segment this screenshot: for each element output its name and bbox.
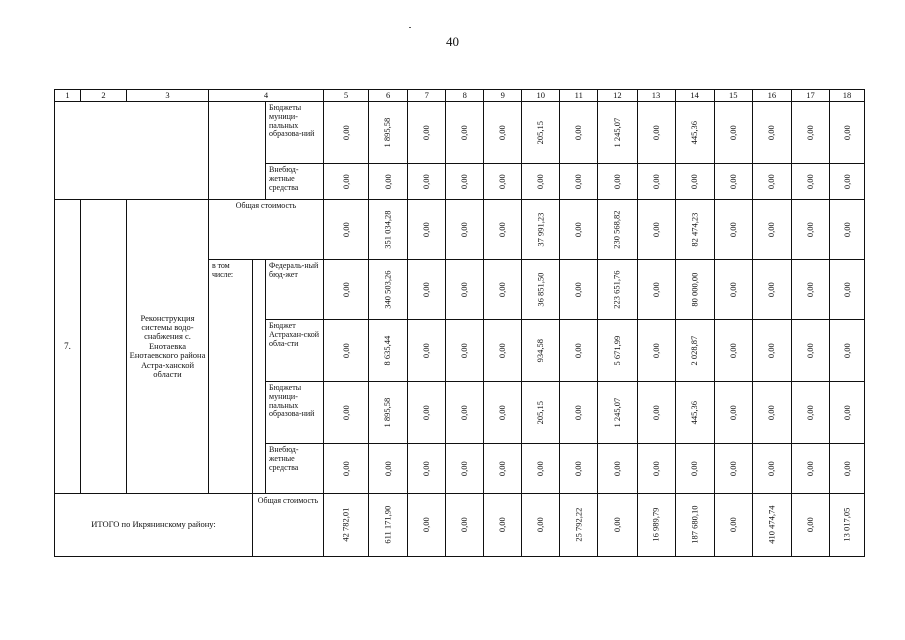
value-cell	[675, 444, 714, 494]
value-text: 0,00	[650, 173, 661, 189]
value-text: 0,00	[421, 342, 432, 358]
value-text: 0,00	[804, 173, 815, 189]
budget-table	[54, 89, 865, 557]
value-text: 0,00	[340, 404, 351, 420]
value-text: 13 017,05	[841, 507, 852, 542]
value-text: 0,00	[727, 281, 738, 297]
value-text: 410 474,74	[766, 505, 777, 544]
col-header: 16	[752, 90, 791, 102]
value-cell	[484, 320, 522, 382]
value-text: 0,00	[459, 517, 470, 533]
value-text: 0,00	[340, 173, 351, 189]
header-row	[55, 90, 865, 102]
value-cell	[714, 200, 752, 260]
value-cell	[446, 444, 484, 494]
value-cell	[560, 382, 598, 444]
value-cell	[830, 320, 865, 382]
value-cell	[598, 260, 637, 320]
value-cell	[637, 200, 675, 260]
value-text: 0,00	[804, 460, 815, 476]
continued-blank-cell	[55, 102, 209, 200]
value-cell	[324, 382, 369, 444]
value-cell	[408, 102, 446, 164]
value-text: 0,00	[459, 173, 470, 189]
value-text: 82 474,23	[688, 212, 699, 247]
value-text: 0,00	[841, 404, 852, 420]
value-cell	[675, 382, 714, 444]
value-cell	[598, 164, 637, 200]
value-cell	[752, 164, 791, 200]
value-text: 1 245,07	[611, 117, 622, 148]
funding-source-label: Бюджет Астрахан-ской обла-сти	[266, 320, 324, 382]
value-text: 0,00	[459, 404, 470, 420]
value-cell	[324, 102, 369, 164]
value-text: 36 851,50	[535, 272, 546, 307]
value-cell	[792, 320, 830, 382]
value-text: 1 895,58	[382, 397, 393, 428]
value-cell	[675, 494, 714, 557]
value-text: 0,00	[650, 124, 661, 140]
col-header: 15	[714, 90, 752, 102]
value-cell	[369, 494, 408, 557]
value-text: 0,00	[727, 173, 738, 189]
value-cell	[560, 200, 598, 260]
value-cell	[792, 444, 830, 494]
value-text: 0,00	[573, 221, 584, 237]
value-text: 0,00	[841, 221, 852, 237]
value-text: 0,00	[421, 173, 432, 189]
value-cell	[560, 164, 598, 200]
spacer-cell	[253, 260, 266, 320]
value-cell	[792, 200, 830, 260]
value-text: 934,58	[535, 338, 546, 362]
value-text: 0,00	[340, 124, 351, 140]
value-cell	[408, 164, 446, 200]
value-text: 0,00	[459, 460, 470, 476]
value-cell	[598, 200, 637, 260]
value-cell	[675, 260, 714, 320]
value-cell	[446, 200, 484, 260]
value-cell	[714, 260, 752, 320]
value-cell	[598, 320, 637, 382]
value-text: 0,00	[497, 173, 508, 189]
col-header: 5	[324, 90, 369, 102]
value-text: 0,00	[841, 342, 852, 358]
value-text: 0,00	[421, 404, 432, 420]
value-text: 0,00	[340, 460, 351, 476]
value-text: 8 635,44	[382, 335, 393, 366]
value-cell	[446, 102, 484, 164]
value-text: 0,00	[421, 281, 432, 297]
value-cell	[522, 102, 560, 164]
value-cell	[830, 494, 865, 557]
value-text: 0,00	[573, 342, 584, 358]
value-text: 0,00	[804, 342, 815, 358]
value-cell	[522, 444, 560, 494]
value-text: 0,00	[459, 221, 470, 237]
value-cell	[408, 260, 446, 320]
value-text: 80 000,00	[688, 272, 699, 307]
value-cell	[637, 444, 675, 494]
value-text: 0,00	[804, 517, 815, 533]
value-cell	[369, 382, 408, 444]
value-cell	[408, 320, 446, 382]
value-cell	[560, 444, 598, 494]
value-cell	[324, 260, 369, 320]
value-text: 0,00	[727, 404, 738, 420]
col-header: 13	[637, 90, 675, 102]
value-cell	[792, 382, 830, 444]
funding-source-label: Внебюд-жетные средства	[266, 164, 324, 200]
col-header: 2	[81, 90, 127, 102]
project-name: Реконструкция системы водо-снабжения с. Енотаевка Енотаевского района Астра-ханской области	[127, 200, 209, 494]
value-cell	[560, 260, 598, 320]
value-text: 0,00	[727, 517, 738, 533]
value-cell	[637, 320, 675, 382]
value-text: 0,00	[497, 221, 508, 237]
value-cell	[369, 200, 408, 260]
value-text: 0,00	[650, 342, 661, 358]
value-text: 2 028,87	[688, 335, 699, 366]
value-cell	[792, 164, 830, 200]
value-text: 0,00	[841, 460, 852, 476]
value-text: 445,36	[688, 400, 699, 424]
col-header: 1	[55, 90, 81, 102]
value-cell	[408, 200, 446, 260]
spacer-cell	[253, 320, 266, 494]
funding-source-label: Бюджеты муници-пальных образова-ний	[266, 382, 324, 444]
value-text: 0,00	[650, 460, 661, 476]
value-text: 0,00	[340, 281, 351, 297]
value-cell	[369, 320, 408, 382]
value-text: 42 782,01	[340, 507, 351, 542]
value-cell	[675, 200, 714, 260]
in-that-number-label: в том числе:	[209, 260, 253, 320]
value-text: 0,00	[497, 460, 508, 476]
value-text: 0,00	[727, 221, 738, 237]
value-text: 1 245,07	[611, 397, 622, 428]
value-cell	[446, 382, 484, 444]
col-header: 7	[408, 90, 446, 102]
value-text: 0,00	[573, 460, 584, 476]
value-text: 0,00	[573, 124, 584, 140]
value-cell	[830, 200, 865, 260]
value-cell	[324, 444, 369, 494]
value-cell	[792, 494, 830, 557]
value-text: 0,00	[804, 221, 815, 237]
value-text: 0,00	[611, 517, 622, 533]
value-text: 0,00	[535, 173, 546, 189]
value-cell	[446, 260, 484, 320]
value-text: 0,00	[382, 460, 393, 476]
value-cell	[598, 102, 637, 164]
value-text: 0,00	[340, 342, 351, 358]
col-header: 10	[522, 90, 560, 102]
value-cell	[446, 320, 484, 382]
value-text: 0,00	[611, 460, 622, 476]
value-cell	[369, 164, 408, 200]
value-cell	[830, 102, 865, 164]
value-text: 0,00	[573, 281, 584, 297]
value-cell	[446, 494, 484, 557]
value-text: 0,00	[841, 173, 852, 189]
funding-source-label: Бюджеты муници-пальных образова-ний	[266, 102, 324, 164]
value-cell	[598, 494, 637, 557]
value-cell	[830, 382, 865, 444]
value-text: 0,00	[650, 281, 661, 297]
value-text: 0,00	[766, 404, 777, 420]
value-cell	[324, 320, 369, 382]
value-cell	[637, 494, 675, 557]
value-text: 0,00	[497, 404, 508, 420]
scan-mark	[409, 27, 411, 28]
table-row	[55, 200, 865, 260]
col-header: 12	[598, 90, 637, 102]
value-cell	[560, 494, 598, 557]
value-text: 0,00	[535, 460, 546, 476]
col-header: 9	[484, 90, 522, 102]
value-text: 611 171,90	[382, 505, 393, 544]
col-header: 17	[792, 90, 830, 102]
value-text: 0,00	[535, 517, 546, 533]
value-cell	[484, 200, 522, 260]
value-cell	[560, 320, 598, 382]
value-text: 340 503,26	[382, 270, 393, 309]
value-cell	[675, 320, 714, 382]
value-cell	[752, 382, 791, 444]
value-cell	[714, 382, 752, 444]
total-row	[55, 494, 865, 557]
value-text: 0,00	[382, 173, 393, 189]
value-text: 0,00	[497, 342, 508, 358]
value-cell	[675, 164, 714, 200]
value-cell	[484, 260, 522, 320]
value-text: 0,00	[688, 173, 699, 189]
value-cell	[752, 494, 791, 557]
value-text: 187 680,10	[688, 505, 699, 544]
row-number: 7.	[55, 200, 81, 494]
spacer-cell	[209, 320, 253, 494]
col-header: 3	[127, 90, 209, 102]
value-text: 16 989,79	[650, 507, 661, 542]
value-cell	[637, 102, 675, 164]
col-header: 8	[446, 90, 484, 102]
value-cell	[830, 444, 865, 494]
value-cell	[637, 382, 675, 444]
value-text: 0,00	[841, 281, 852, 297]
value-text: 0,00	[766, 221, 777, 237]
value-cell	[752, 200, 791, 260]
value-cell	[522, 164, 560, 200]
value-text: 25 792,22	[573, 507, 584, 542]
value-text: 445,36	[688, 120, 699, 144]
value-cell	[598, 382, 637, 444]
value-text: 0,00	[804, 404, 815, 420]
value-cell	[408, 444, 446, 494]
col-header: 18	[830, 90, 865, 102]
value-cell	[830, 260, 865, 320]
value-text: 0,00	[688, 460, 699, 476]
page-number: 40	[446, 34, 459, 49]
table-row	[55, 102, 865, 164]
value-text: 0,00	[766, 342, 777, 358]
value-cell	[446, 164, 484, 200]
value-text: 1 895,58	[382, 117, 393, 148]
value-cell	[560, 102, 598, 164]
value-cell	[324, 200, 369, 260]
value-cell	[714, 164, 752, 200]
value-cell	[522, 200, 560, 260]
value-text: 0,00	[766, 460, 777, 476]
value-cell	[522, 320, 560, 382]
value-text: 0,00	[766, 173, 777, 189]
value-cell	[752, 102, 791, 164]
value-cell	[714, 444, 752, 494]
value-text: 205,15	[535, 120, 546, 144]
total-label: ИТОГО по Икрянинскому району:	[55, 494, 253, 557]
value-text: 351 034,28	[382, 210, 393, 249]
value-text: 0,00	[766, 281, 777, 297]
value-text: 5 671,99	[611, 335, 622, 366]
value-text: 0,00	[421, 460, 432, 476]
value-cell	[369, 260, 408, 320]
value-cell	[408, 494, 446, 557]
value-text: 0,00	[650, 404, 661, 420]
value-text: 0,00	[611, 173, 622, 189]
value-text: 0,00	[573, 404, 584, 420]
value-cell	[484, 444, 522, 494]
value-cell	[792, 102, 830, 164]
value-text: 0,00	[650, 221, 661, 237]
value-text: 0,00	[459, 342, 470, 358]
value-text: 0,00	[497, 124, 508, 140]
value-text: 37 991,23	[535, 212, 546, 247]
value-text: 0,00	[459, 124, 470, 140]
col-header: 6	[369, 90, 408, 102]
value-cell	[830, 164, 865, 200]
value-text: 0,00	[421, 124, 432, 140]
value-text: 0,00	[727, 342, 738, 358]
value-text: 0,00	[841, 124, 852, 140]
value-cell	[522, 260, 560, 320]
blank-cell	[81, 200, 127, 494]
value-text: 205,15	[535, 400, 546, 424]
value-text: 230 568,82	[611, 210, 622, 249]
value-cell	[598, 444, 637, 494]
value-cell	[369, 102, 408, 164]
funding-source-label: Федераль-ный бюд-жет	[266, 260, 324, 320]
value-cell	[484, 164, 522, 200]
value-cell	[637, 164, 675, 200]
col-header: 4	[209, 90, 324, 102]
value-cell	[484, 102, 522, 164]
value-cell	[484, 494, 522, 557]
value-text: 0,00	[804, 124, 815, 140]
value-text: 0,00	[340, 221, 351, 237]
value-cell	[675, 102, 714, 164]
value-text: 0,00	[421, 221, 432, 237]
col-header: 11	[560, 90, 598, 102]
value-cell	[484, 382, 522, 444]
funding-source-label: Внебюд-жетные средства	[266, 444, 324, 494]
value-text: 0,00	[766, 124, 777, 140]
value-cell	[752, 320, 791, 382]
value-text: 0,00	[727, 460, 738, 476]
value-cell	[714, 320, 752, 382]
value-cell	[369, 444, 408, 494]
value-cell	[408, 382, 446, 444]
continued-blank-cell	[209, 102, 266, 200]
value-cell	[752, 260, 791, 320]
col-header: 14	[675, 90, 714, 102]
value-cell	[752, 444, 791, 494]
total-cost-label: Общая стоимость	[253, 494, 324, 557]
value-text: 0,00	[804, 281, 815, 297]
value-cell	[714, 494, 752, 557]
value-text: 0,00	[459, 281, 470, 297]
value-cell	[324, 164, 369, 200]
value-text: 0,00	[497, 517, 508, 533]
value-cell	[714, 102, 752, 164]
value-cell	[522, 494, 560, 557]
value-text: 0,00	[497, 281, 508, 297]
value-text: 0,00	[421, 517, 432, 533]
value-cell	[522, 382, 560, 444]
value-cell	[324, 494, 369, 557]
value-text: 0,00	[727, 124, 738, 140]
value-cell	[637, 260, 675, 320]
value-text: 223 651,76	[611, 270, 622, 309]
value-cell	[792, 260, 830, 320]
total-cost-label: Общая стоимость	[209, 200, 324, 260]
value-text: 0,00	[573, 173, 584, 189]
